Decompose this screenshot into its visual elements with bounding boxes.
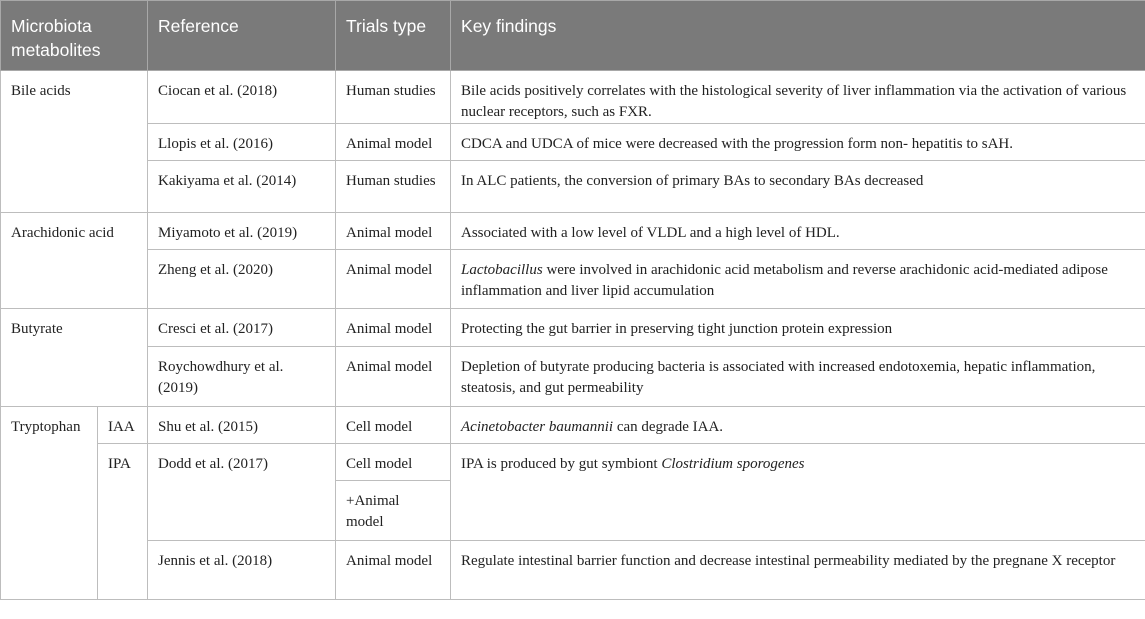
table-row [1, 444, 1145, 481]
reference-cell: Ciocan et al. (2018) [148, 71, 336, 124]
finding-cell: Protecting the gut barrier in preserving tight junction protein expression [451, 309, 1145, 347]
reference-cell: Roychowdhury et al. (2019) [148, 347, 336, 407]
trial-type-cell: Animal model [336, 213, 451, 250]
header-metabolites: Microbiota metabolites [1, 1, 148, 71]
trial-type-cell: Animal model [336, 309, 451, 347]
subgroup-iaa: IAA [98, 407, 148, 444]
reference-cell: Jennis et al. (2018) [148, 541, 336, 600]
finding-text: can degrade IAA. [613, 419, 724, 435]
trial-type-cell: Cell model [336, 407, 451, 444]
table-row [1, 309, 1145, 347]
reference-cell: Dodd et al. (2017) [148, 444, 336, 541]
trial-type-cell: Animal model [336, 347, 451, 407]
trial-type-cell: +Animal model [336, 481, 451, 541]
header-trials-type: Trials type [336, 1, 451, 71]
group-tryptophan: Tryptophan [1, 407, 98, 600]
finding-text: were involved in arachidonic acid metabolism and reverse arachidonic acid-mediated adipose inflammation and liver lipid accumulation [461, 262, 1108, 299]
header-row [1, 1, 1145, 71]
trial-type-cell: Animal model [336, 124, 451, 161]
finding-cell: Depletion of butyrate producing bacteria is associated with increased endotoxemia, hepatic inflammation, steatosis, and gut permeability [451, 347, 1145, 407]
trial-type-cell: Human studies [336, 161, 451, 213]
finding-cell: Associated with a low level of VLDL and a high level of HDL. [451, 213, 1145, 250]
table-row [1, 541, 1145, 600]
trial-type-cell: Human studies [336, 71, 451, 124]
trial-type-cell: Animal model [336, 250, 451, 309]
reference-cell: Kakiyama et al. (2014) [148, 161, 336, 213]
finding-cell [451, 407, 1145, 444]
header-reference: Reference [148, 1, 336, 71]
finding-text: IPA is produced by gut symbiont [461, 456, 662, 472]
group-arachidonic-acid: Arachidonic acid [1, 213, 148, 309]
reference-cell: Shu et al. (2015) [148, 407, 336, 444]
finding-cell: CDCA and UDCA of mice were decreased with the progression form non- hepatitis to sAH. [451, 124, 1145, 161]
finding-italic-text: Acinetobacter baumannii [461, 419, 614, 435]
finding-cell: Regulate intestinal barrier function and decrease intestinal permeability mediated by the pregnane X receptor [451, 541, 1145, 600]
table-row [1, 407, 1145, 444]
table-row [1, 71, 1145, 124]
finding-cell: Bile acids positively correlates with the histological severity of liver inflammation via the activation of various nuclear receptors, such as FXR. [451, 71, 1145, 124]
finding-cell [451, 444, 1145, 541]
table-row [1, 250, 1145, 309]
group-bile-acids: Bile acids [1, 71, 148, 213]
finding-cell: In ALC patients, the conversion of primary BAs to secondary BAs decreased [451, 161, 1145, 213]
trial-type-cell: Cell model [336, 444, 451, 481]
reference-cell: Llopis et al. (2016) [148, 124, 336, 161]
group-butyrate: Butyrate [1, 309, 148, 407]
subgroup-ipa: IPA [98, 444, 148, 600]
reference-cell: Zheng et al. (2020) [148, 250, 336, 309]
trial-type-cell: Animal model [336, 541, 451, 600]
finding-cell [451, 250, 1145, 309]
header-key-findings: Key findings [451, 1, 1145, 71]
finding-italic-text: Lactobacillus [461, 262, 543, 278]
finding-italic-text: Clostridium sporogenes [661, 456, 805, 472]
table-row [1, 347, 1145, 407]
reference-cell: Cresci et al. (2017) [148, 309, 336, 347]
table-row [1, 124, 1145, 161]
table-row [1, 213, 1145, 250]
table-row [1, 161, 1145, 213]
reference-cell: Miyamoto et al. (2019) [148, 213, 336, 250]
